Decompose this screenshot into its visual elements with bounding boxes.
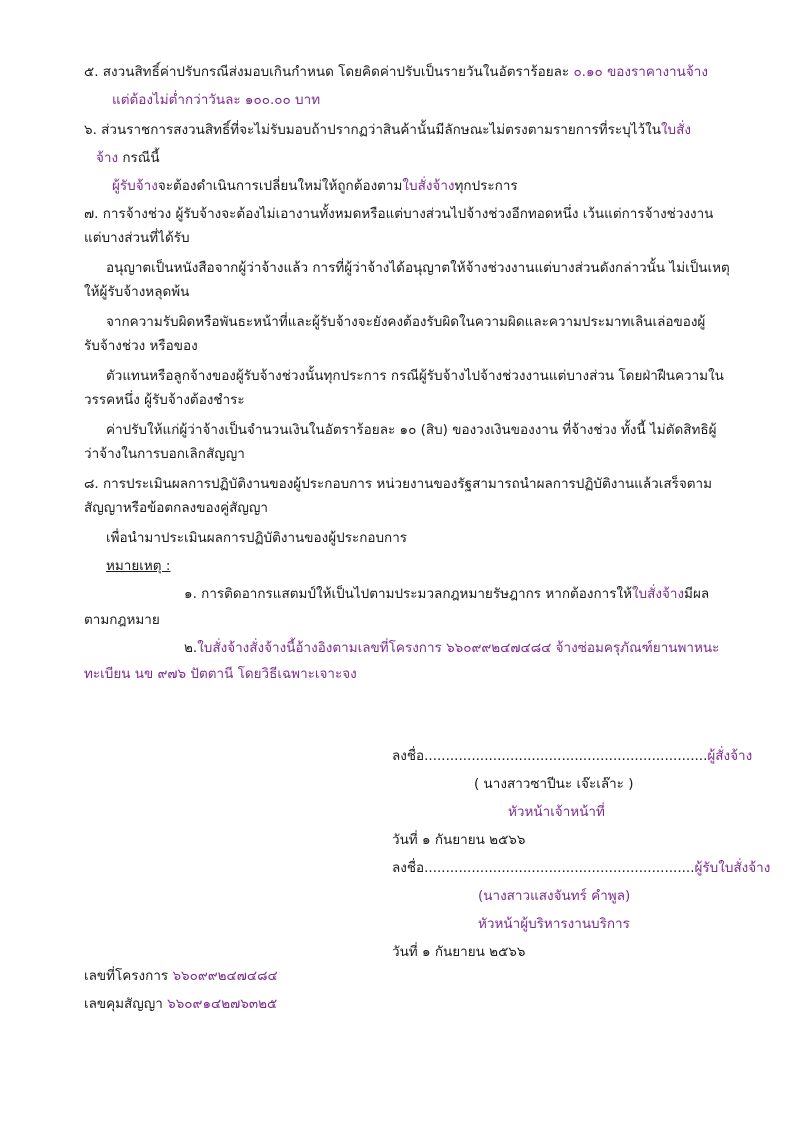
clause-7-line-10: ว่าจ้างในการบอกเลิกสัญญา: [84, 446, 245, 462]
notes-heading: หมายเหตุ :: [106, 558, 171, 574]
clause-8-line-3: เพื่อนำมาประเมินผลการปฏิบัติงานของผู้ประกอบการ: [106, 530, 408, 546]
clause-7-line-3: อนุญาตเป็นหนังสือจากผู้ว่าจ้างแล้ว การที่ผู้ว่าจ้างได้อนุญาตให้จ้างช่วงงานแต่บางส่วนดังกล่าวนั้น ไม่เป็นเหตุ: [106, 260, 730, 276]
clause-5-line-2: แต่ต้องไม่ต่ำกว่าวันละ ๑๐๐.๐๐ บาท: [112, 92, 321, 108]
note-1-line-1: ๑. การติดอากรแสตมป์ให้เป็นไปตามประมวลกฎหมายรัษฎากร หากต้องการให้ใบสั่งจ้างมีผล: [184, 586, 710, 602]
signature-2-dots: ...............................................................: [424, 860, 695, 876]
clause-7-line-1: ๗. การจ้างช่วง ผู้รับจ้างจะต้องไม่เอางานทั้งหมดหรือแต่บางส่วนไปจ้างช่วงอีกทอดหนึ่ง เว้นแต่การจ้างช่วงงาน: [84, 206, 714, 222]
signature-2-line: ลงชื่อ...............................................................ผู้รับใบสั่งจ้าง: [392, 860, 771, 876]
rate-value: ๐.๑๐: [573, 64, 603, 80]
project-number: เลขที่โครงการ ๖๖๐๙๙๒๔๗๔๘๔: [84, 968, 278, 984]
clause-6-line-2: จ้าง กรณีนี้: [96, 150, 160, 166]
signature-1-line: ลงชื่อ..................................................................ผู้สั่งจ้าง: [392, 748, 753, 764]
signature-1-date: วันที่ ๑ กันยายน ๒๕๖๖: [392, 832, 526, 848]
signature-2-name: (นางสาวแสงจันทร์ คำพูล): [478, 888, 631, 904]
contract-number: เลขคุมสัญญา ๖๖๐๙๑๔๒๗๖๓๒๕: [84, 996, 278, 1012]
signature-1-role: ผู้สั่งจ้าง: [707, 748, 753, 764]
clause-6-line-3: ผู้รับจ้างจะต้องดำเนินการเปลี่ยนใหม่ให้ถูกต้องตามใบสั่งจ้างทุกประการ: [112, 178, 518, 194]
note-2-line-2: ทะเบียน นข ๙๗๖ ปัตตานี โดยวิธีเฉพาะเจาะจง: [84, 666, 357, 682]
clause-5-line-1: ๕. สงวนสิทธิ์ค่าปรับกรณีส่งมอบเกินกำหนด โดยคิดค่าปรับเป็นรายวันในอัตราร้อยละ ๐.๑๐ ของราคางานจ้าง: [84, 64, 708, 80]
note-2-line-1: ๒.ใบสั่งจ้างสั่งจ้างนี้อ้างอิงตามเลขที่โครงการ ๖๖๐๙๙๒๔๗๔๘๔ จ้างซ่อมครุภัณฑ์ยานพาหนะ: [184, 640, 720, 656]
signature-1-name: ( นางสาวซาปีนะ เจ๊ะเล๊าะ ): [474, 776, 634, 792]
signature-2-position: หัวหน้าผู้บริหารงานบริการ: [478, 916, 630, 932]
clause-8-line-2: สัญญาหรือข้อตกลงของคู่สัญญา: [84, 500, 269, 516]
clause-7-line-6: รับจ้างช่วง หรือของ: [84, 338, 198, 354]
signature-1-position: หัวหน้าเจ้าหน้าที่: [508, 804, 605, 820]
clause-7-line-4: ให้ผู้รับจ้างหลุดพ้น: [84, 284, 190, 300]
clause-6-line-1: ๖. ส่วนราชการสงวนสิทธิ์ที่จะไม่รับมอบถ้าปรากฏว่าสินค้านั้นมีลักษณะไม่ตรงตามรายการที่ระบุไว้ในใบสั่ง: [84, 122, 691, 138]
signature-2-role: ผู้รับใบสั่งจ้าง: [694, 860, 771, 876]
clause-7-line-9: ค่าปรับให้แก่ผู้ว่าจ้างเป็นจำนวนเงินในอัตราร้อยละ ๑๐ (สิบ) ของวงเงินของงาน ที่จ้างช่วง ทั้งนี้ ไม่ตัดสิทธิผู้: [106, 422, 717, 438]
signature-1-dots: ..................................................................: [424, 748, 708, 764]
clause-7-line-5: จากความรับผิดหรือพันธะหน้าที่และผู้รับจ้างจะยังคงต้องรับผิดในความผิดและความประมาทเลินเล่อของผู้: [106, 314, 706, 330]
signature-2-date: วันที่ ๑ กันยายน ๒๕๖๖: [392, 944, 526, 960]
clause-7-line-2: แต่บางส่วนที่ได้รับ: [84, 230, 190, 246]
clause-7-line-8: วรรคหนึ่ง ผู้รับจ้างต้องชำระ: [84, 392, 245, 408]
note-1-line-2: ตามกฎหมาย: [84, 612, 160, 628]
clause-8-line-1: ๘. การประเมินผลการปฏิบัติงานของผู้ประกอบการ หน่วยงานของรัฐสามารถนำผลการปฏิบัติงานแล้วเสร็จตาม: [84, 476, 712, 492]
clause-7-line-7: ตัวแทนหรือลูกจ้างของผู้รับจ้างช่วงนั้นทุกประการ กรณีผู้รับจ้างไปจ้างช่วงงานแต่บางส่วน โดยฝ่าฝืนความใน: [106, 368, 724, 384]
